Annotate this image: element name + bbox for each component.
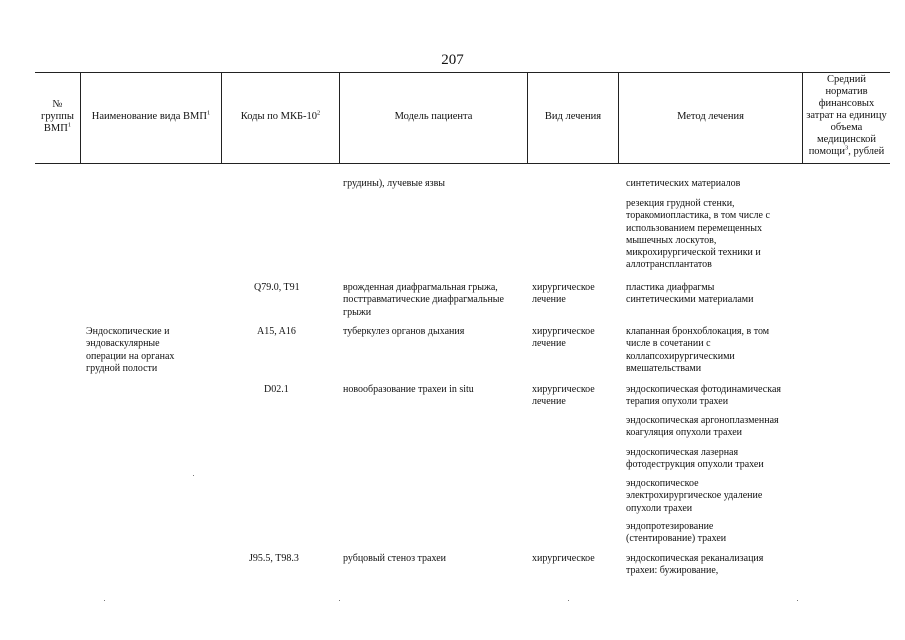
patient-model: туберкулез органов дыхания <box>343 326 465 337</box>
scan-speck <box>193 475 194 476</box>
header-text: № <box>52 99 63 110</box>
header-text: Наименование вида ВМП <box>91 111 207 122</box>
header-text: Средний <box>827 74 866 85</box>
footnote-mark: 3 <box>844 144 849 152</box>
header-text: группы <box>41 111 74 122</box>
header-text: Вид лечения <box>544 111 602 122</box>
treatment-type: хирургическое лечение <box>532 384 595 408</box>
header-group-number <box>35 72 80 162</box>
scan-speck <box>797 600 798 601</box>
header-text: Модель пациента <box>394 111 473 122</box>
header-text: норматив <box>825 86 868 97</box>
patient-model-continued: грудины), лучевые язвы <box>343 178 446 189</box>
header-text: финансовых <box>818 98 875 109</box>
header-icd-codes <box>222 72 339 162</box>
icd-code: D02.1 <box>264 384 289 395</box>
header-text: ВМП <box>43 123 68 134</box>
treatment-method-item: эндопротезирование (стентирование) трахеи <box>626 521 727 545</box>
header-text: , рублей <box>848 146 885 157</box>
scan-speck <box>568 600 569 601</box>
treatment-type: хирургическое <box>532 553 595 564</box>
header-text: объема <box>830 122 863 133</box>
treatment-method-item: эндоскопическая аргоноплазменная коагуляция опухоли трахеи <box>626 415 779 439</box>
vmp-name: Эндоскопические и эндоваскулярные операции на органах грудной полости <box>86 326 175 374</box>
treatment-method-item: эндоскопическая лазерная фотодеструкция опухоли трахеи <box>626 447 764 471</box>
footnote-mark: 1 <box>67 121 72 129</box>
scan-speck <box>104 600 105 601</box>
treatment-method-item: резекция грудной стенки, торакомиопластика, в том числе с использованием перемещенных мышечных лоскутов, микрохирургической техники и аллотрансплантатов <box>626 198 770 271</box>
treatment-method-item: клапанная бронхоблокация, в том числе в сочетании с коллапсохирургическими вмешательствами <box>626 326 770 374</box>
treatment-method-item: эндоскопическое электрохирургическое удаление опухоли трахеи <box>626 478 763 514</box>
treatment-method-item: эндоскопическая реканализация трахеи: бужирование, <box>626 553 764 577</box>
treatment-type: хирургическое лечение <box>532 282 595 306</box>
header-text: Коды по МКБ-10 <box>240 111 318 122</box>
header-treatment-method <box>619 72 802 162</box>
scan-speck <box>339 600 340 601</box>
footnote-mark: 1 <box>206 109 211 117</box>
header-text: помощи <box>808 146 845 157</box>
icd-code: A15, A16 <box>257 326 296 337</box>
treatment-method-item: эндоскопическая фотодинамическая терапия опухоли трахеи <box>626 384 781 408</box>
header-text: медицинской <box>816 134 877 145</box>
treatment-method-continued: синтетических материалов <box>626 178 741 189</box>
patient-model: новообразование трахеи in situ <box>343 384 474 395</box>
header-vmp-name <box>81 72 221 162</box>
patient-model: врожденная диафрагмальная грыжа, посттравматические диафрагмальные грыжи <box>343 282 504 318</box>
header-treatment-type <box>528 72 618 162</box>
treatment-method-item: пластика диафрагмы синтетическими материалами <box>626 282 754 306</box>
icd-code: J95.5, T98.3 <box>249 553 299 564</box>
header-text: затрат на единицу <box>806 110 887 121</box>
header-patient-model <box>340 72 527 162</box>
treatment-type: хирургическое лечение <box>532 326 595 350</box>
header-cost-norm <box>803 72 890 162</box>
page-number: 207 <box>441 52 464 68</box>
header-text: Метод лечения <box>677 111 744 122</box>
footnote-mark: 2 <box>317 109 321 117</box>
patient-model: рубцовый стеноз трахеи <box>343 553 446 564</box>
icd-code: Q79.0, T91 <box>254 282 300 293</box>
